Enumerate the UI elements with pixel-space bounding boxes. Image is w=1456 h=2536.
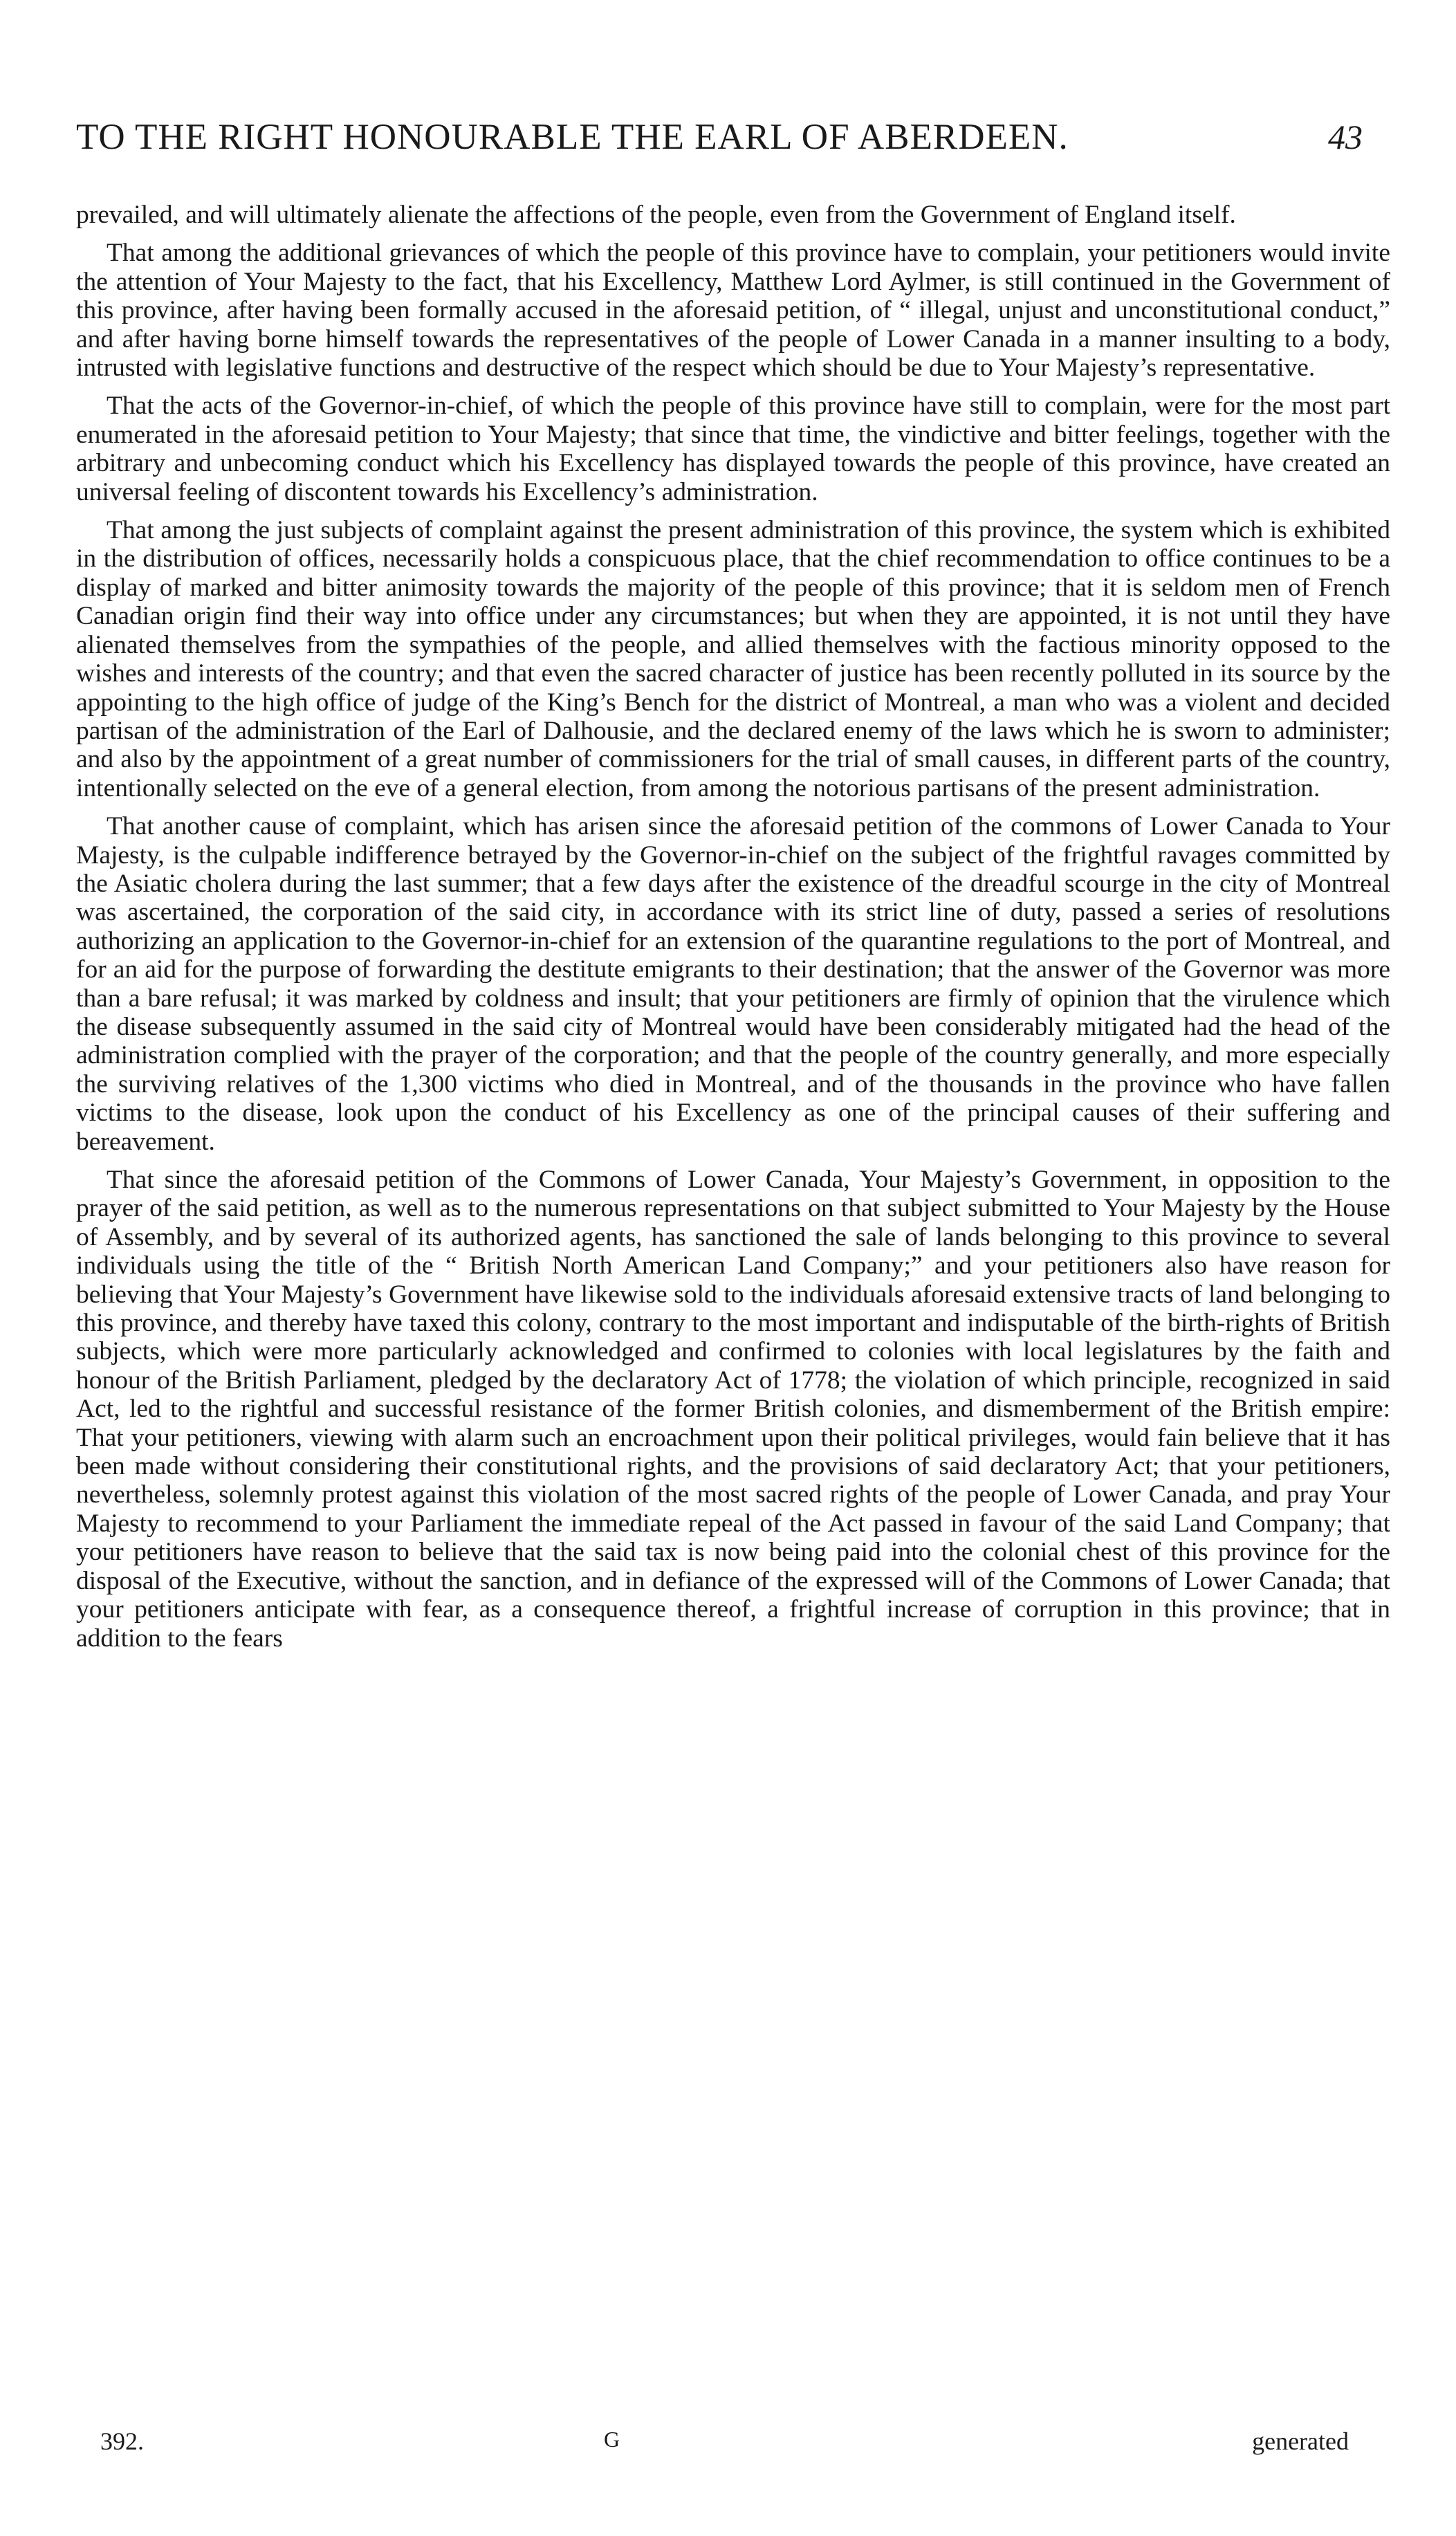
signature-number: 392.	[100, 2427, 144, 2455]
page-number: 43	[1328, 118, 1363, 156]
running-title: TO THE RIGHT HONOURABLE THE EARL OF ABERDEEN.	[76, 117, 1069, 157]
paragraph: That since the aforesaid petition of the Commons of Lower Canada, Your Majesty’s Government, in opposition to the prayer of the said petition, as well as to the numerous representations on that subject submitted to Your Majesty by the House of Assembly, and by several of its authorized agents, has sanctioned the sale of lands belonging to this province to several individuals using the title of the “ British North American Land Company;” and your petitioners also have reason for believing that Your Majesty’s Government have likewise sold to the individuals aforesaid extensive tracts of land belonging to this province, and thereby have taxed this colony, contrary to the most important and indisputable of the birth-rights of British subjects, which were more particularly acknowledged and confirmed to colonies with local legislatures by the faith and honour of the British Parliament, pledged by the declaratory Act of 1778; the violation of which principle, recognized in said Act, led to the rightful and successful resistance of the former British colonies, and dismemberment of the British empire: That your petitioners, viewing with alarm such an encroachment upon their political privileges, would fain believe that it has been made without considering their constitutional rights, and the provisions of said declaratory Act; that your petitioners, nevertheless, solemnly protest against this violation of the most sacred rights of the people of Lower Canada, and pray Your Majesty to recommend to your Parliament the immediate repeal of the Act passed in favour of the said Land Company; that your petitioners have reason to believe that the said tax is now being paid into the colonial chest of this province for the disposal of the Executive, without the sanction, and in defiance of the expressed will of the Commons of Lower Canada; that your petitioners anticipate with fear, as a consequence thereof, a frightful increase of corruption in this province; that in addition to the fears	[76, 1166, 1390, 1653]
paragraph: That among the just subjects of complaint against the present administration of this province, the system which is exhibited in the distribution of offices, necessarily holds a conspicuous place, that the chief recommendation to office continues to be a display of marked and bitter animosity towards the majority of the people of this province; that it is seldom men of French Canadian origin find their way into office under any circumstances; but when they are appointed, it is not until they have alienated themselves from the sympathies of the people, and allied themselves with the factious minority opposed to the wishes and interests of the country; and that even the sacred character of justice has been recently polluted in its source by the appointing to the high office of judge of the King’s Bench for the district of Montreal, a man who was a violent and decided partisan of the administration of the Earl of Dalhousie, and the declared enemy of the laws which he is sworn to administer; and also by the appointment of a great number of commissioners for the trial of small causes, in different parts of the country, intentionally selected on the eve of a general election, from among the notorious partisans of the present administration.	[76, 516, 1390, 802]
catchword: generated	[1252, 2427, 1349, 2455]
paragraph: That another cause of complaint, which has arisen since the aforesaid petition of the commons of Lower Canada to Your Majesty, is the culpable indifference betrayed by the Governor-in-chief on the subject of the frightful ravages committed by the Asiatic cholera during the last summer; that a few days after the existence of the dreadful scourge in the city of Montreal was ascertained, the corporation of the said city, in accordance with its strict line of duty, passed a series of resolutions authorizing an application to the Governor-in-chief for an extension of the quarantine regulations to the port of Montreal, and for an aid for the purpose of forwarding the destitute emigrants to their destination; that the answer of the Governor was more than a bare refusal; it was marked by coldness and insult; that your petitioners are firmly of opinion that the virulence which the disease subsequently assumed in the said city of Montreal would have been considerably mitigated had the head of the administration complied with the prayer of the corporation; and that the people of the country generally, and more especially the surviving relatives of the 1,300 victims who died in Montreal, and of the thousands in the province who have fallen victims to the disease, look upon the conduct of his Excellency as one of the principal causes of their suffering and bereavement.	[76, 812, 1390, 1156]
page-header	[76, 116, 1363, 158]
paragraph: That among the additional grievances of which the people of this province have to complain, your petitioners would invite the attention of Your Majesty to the fact, that his Excellency, Matthew Lord Aylmer, is still continued in the Government of this province, after having been formally accused in the aforesaid petition, of “ illegal, unjust and unconstitutional conduct,” and after having borne himself towards the representatives of the people of Lower Canada in a manner insulting to a body, intrusted with legislative functions and destructive of the respect which should be due to Your Majesty’s representative.	[76, 239, 1390, 383]
paragraph: That the acts of the Governor-in-chief, of which the people of this province have still to complain, were for the most part enumerated in the aforesaid petition to Your Majesty; that since that time, the vindictive and bitter feelings, together with the arbitrary and unbecoming conduct which his Excellency has displayed towards the people of this province, have created an universal feeling of discontent towards his Excellency’s administration.	[76, 392, 1390, 506]
paragraph: prevailed, and will ultimately alienate the affections of the people, even from the Government of England itself.	[76, 201, 1236, 229]
body-text	[76, 201, 1390, 1662]
signature-mark: G	[604, 2427, 620, 2452]
page-footer	[100, 2427, 1349, 2461]
